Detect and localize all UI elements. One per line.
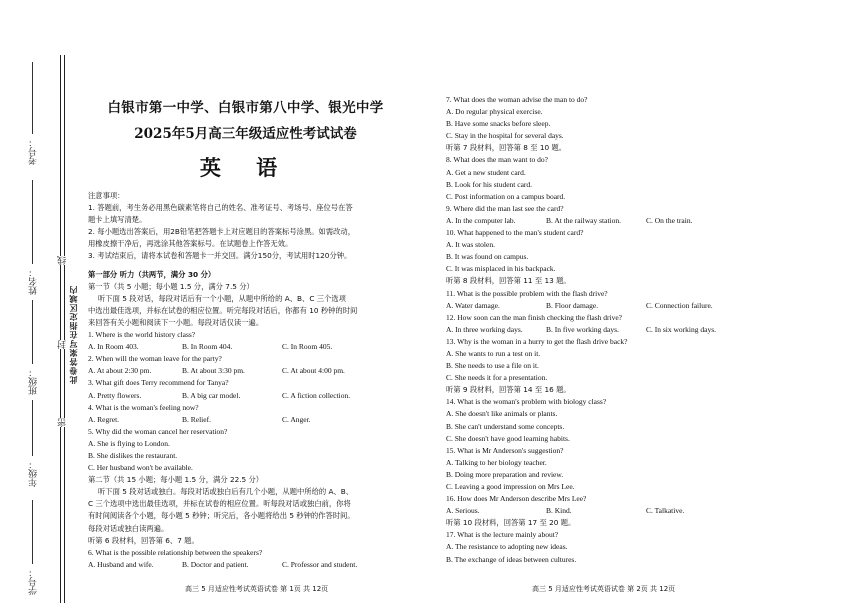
option: C. In six working days. (646, 324, 716, 334)
question-line: B. She needs to use a file on it. (446, 361, 539, 371)
question-line: 13. Why is the woman in a hurry to get the flash drive back? (446, 336, 628, 346)
question-line: A. Do regular physical exercise. (446, 107, 543, 117)
question-line: 12. How soon can the man finish checking the flash drive? (446, 312, 622, 322)
question-line: 15. What is Mr Anderson's suggestion? (446, 445, 564, 455)
option: A. Husband and wife. (88, 559, 154, 569)
material-instruction: 听第 7 段材料，回答第 8 至 10 题。 (446, 143, 567, 153)
option: B. In Room 404. (182, 342, 233, 352)
question-line: 14. What is the woman's problem with biology class? (446, 397, 607, 407)
school-no-label: 学号： (28, 568, 38, 595)
margin-notice: 此卷答案写在指定区域内 (69, 285, 78, 384)
option: B. In five working days. (546, 324, 619, 334)
question-options (88, 559, 403, 571)
material-instruction: 听第 8 段材料，回答第 11 至 13 题。 (446, 276, 571, 286)
option: C. At about 4:00 pm. (282, 366, 345, 376)
question-line: C. She needs it for a presentation. (446, 373, 548, 383)
option: C. Connection failure. (646, 300, 713, 310)
instruction-line: 1. 答题前，考生务必用黑色碳素笔将自己的姓名、准考证号、考场号、座位号在答 (88, 203, 353, 213)
option: B. Kind. (546, 506, 572, 516)
section2-intro: C 三个选项中选出最佳选项，并标在试卷的相应位置。听每段对话或独白前，你将 (88, 499, 351, 509)
part1 (88, 269, 403, 571)
option: A. In the computer lab. (446, 215, 516, 225)
section1-intro: 来回答有关小题和阅读下一小题。每段对话仅读一遍。 (88, 317, 264, 327)
option: C. Talkative. (646, 506, 685, 516)
option: A. Serious. (446, 506, 480, 516)
instructions (88, 190, 403, 263)
school-names: 白银市第一中学、白银市第八中学、银光中学 (107, 100, 384, 116)
exam-no-label: 考号： (28, 138, 38, 165)
class-rule (32, 300, 33, 364)
question-line: C. Stay in the hospital for several days. (446, 131, 564, 141)
question-line: B. She can't understand some concepts. (446, 421, 565, 431)
question-line: 7. What does the woman advise the man to do? (446, 95, 588, 104)
option: B. Relief. (182, 414, 211, 424)
name-label: 姓名： (28, 268, 38, 295)
question-line: 16. How does Mr Anderson describe Mrs Lee? (446, 494, 587, 504)
grade-rule (32, 400, 33, 456)
option: B. She dislikes the restaurant. (88, 450, 178, 460)
question-line: B. It was found on campus. (446, 252, 529, 262)
option: A. Pretty flowers. (88, 390, 142, 400)
class-label: 班级： (28, 368, 38, 395)
question-line: A. The resistance to adopting new ideas. (446, 542, 568, 552)
question-text: 4. What is the woman's feeling now? (88, 402, 199, 412)
footer-page-1: 高三 5 月适应性考试英语试卷 第 1页 共 12页 (185, 585, 329, 593)
section1-intro: 听下面 5 段对话，每段对话后有一个小题，从题中所给的 A、B、C 三个选项 (98, 293, 346, 303)
option: B. Doctor and patient. (182, 559, 249, 569)
option: C. On the train. (646, 215, 693, 225)
left-page (88, 96, 403, 571)
instructions-title: 注意事项： (88, 191, 125, 200)
option: A. She is flying to London. (88, 438, 170, 448)
section1-title: 第一节（共 5 小题；每小题 1.5 分，满分 7.5 分） (88, 281, 254, 291)
question-options (88, 414, 403, 426)
question-text: 1. Where is the world history class? (88, 330, 196, 340)
question-line: C. Post information on a campus board. (446, 191, 566, 201)
option: C. Her husband won't be available. (88, 463, 193, 473)
option: A. In Room 403. (88, 342, 139, 352)
question-text: 6. What is the possible relationship between the speakers? (88, 547, 263, 557)
question-line: 8. What does the man want to do? (446, 155, 548, 165)
section2-intro: 每段对话或独白读两遍。 (88, 523, 169, 533)
question-text: 3. What gift does Terry recommend for Tanya? (88, 378, 229, 388)
question-line: 11. What is the possible problem with the flash drive? (446, 288, 608, 298)
question-line: A. Get a new student card. (446, 167, 526, 177)
material-instruction: 听第 6 段材料，回答第 6、7 题。 (88, 535, 199, 545)
question-line: A. It was stolen. (446, 240, 495, 250)
question-line: A. She wants to run a test on it. (446, 348, 541, 358)
binding-line-inner (64, 55, 66, 603)
question-options (88, 365, 403, 377)
part1-title: 第一部分 听力（共两节，满分 30 分） (88, 269, 216, 279)
grade-label: 年级： (28, 460, 38, 487)
material-instruction: 听第 10 段材料，回答第 17 至 20 题。 (446, 518, 576, 528)
question-line: B. Look for his student card. (446, 179, 533, 189)
option: B. At about 3:30 pm. (182, 366, 245, 376)
question-text: 5. Why did the woman cancel her reservation? (88, 426, 228, 436)
instruction-line: 用橡皮擦干净后，再选涂其他答案标号。在试题卷上作答无效。 (88, 239, 293, 249)
option: C. In Room 405. (282, 342, 333, 352)
seal-mark-seal: 封 (57, 340, 67, 349)
exam-no-rule (32, 62, 33, 134)
seal-mark-secret: 密 (57, 418, 67, 427)
name-rule (32, 180, 33, 264)
section1-intro: 中选出最佳选项，并标在试卷的相应位置。听完每段对话后，你都有 10 秒钟的时间 (88, 305, 358, 315)
option: A. Water damage. (446, 300, 500, 310)
binding-line-outer (60, 55, 62, 603)
option: C. Anger. (282, 414, 311, 424)
question-line: 10. What happened to the man's student card? (446, 228, 584, 238)
option: C. Professor and student. (282, 559, 358, 569)
section2-title: 第二节（共 15 小题；每小题 1.5 分，满分 22.5 分） (88, 475, 264, 485)
question-options (88, 341, 403, 353)
subject-title: 英 语 (199, 155, 292, 180)
seal-mark-line: 线 (57, 256, 67, 265)
option: A. Regret. (88, 414, 120, 424)
question-line: A. She doesn't like animals or plants. (446, 409, 558, 419)
question-options (446, 505, 746, 517)
question-line: 9. Where did the man last see the card? (446, 203, 564, 213)
instruction-line: 题卡上填写清楚。 (88, 215, 147, 225)
question-line: B. Doing more preparation and review. (446, 469, 564, 479)
question-options (88, 390, 403, 402)
instruction-line: 3. 考试结束后，请将本试卷和答题卡一并交回。满分150分，考试用时120分钟。 (88, 251, 352, 261)
option: B. Floor damage. (546, 300, 599, 310)
question-line: C. It was misplaced in his backpack. (446, 264, 556, 274)
school-no-rule (32, 500, 33, 564)
footer-page-2: 高三 5 月适应性考试英语试卷 第 2页 共 12页 (532, 585, 676, 593)
section2-intro: 有时间阅读各个小题，每小题 5 秒钟；听完后，各小题将给出 5 秒钟的作答时间。 (88, 511, 355, 521)
question-options (446, 300, 746, 312)
question-line: B. Have some snacks before sleep. (446, 119, 551, 129)
question-line: B. The exchange of ideas between cultures. (446, 554, 577, 564)
section2-intro: 听下面 5 段对话或独白。每段对话或独白后有几个小题，从题中所给的 A、B、 (98, 487, 354, 497)
option: A. In three working days. (446, 324, 523, 334)
option: B. At the railway station. (546, 215, 621, 225)
question-line: 17. What is the lecture mainly about? (446, 530, 559, 540)
exam-title: 2025年5月高三年级适应性考试试卷 (134, 126, 357, 142)
question-options (446, 324, 746, 336)
instruction-line: 2. 每小题选出答案后，用2B铅笔把答题卡上对应题目的答案标号涂黑。如需改动， (88, 227, 356, 237)
question-line: C. She doesn't have good learning habits. (446, 433, 570, 443)
question-text: 2. When will the woman leave for the party? (88, 354, 222, 364)
option: A. At about 2:30 pm. (88, 366, 152, 376)
right-page (446, 94, 746, 566)
option: B. A big car model. (182, 390, 241, 400)
question-line: A. Talking to her biology teacher. (446, 457, 547, 467)
material-instruction: 听第 9 段材料，回答第 14 至 16 题。 (446, 385, 571, 395)
question-line: C. Leaving a good impression on Mrs Lee. (446, 482, 575, 491)
question-options (446, 215, 746, 227)
option: C. A fiction collection. (282, 390, 351, 400)
